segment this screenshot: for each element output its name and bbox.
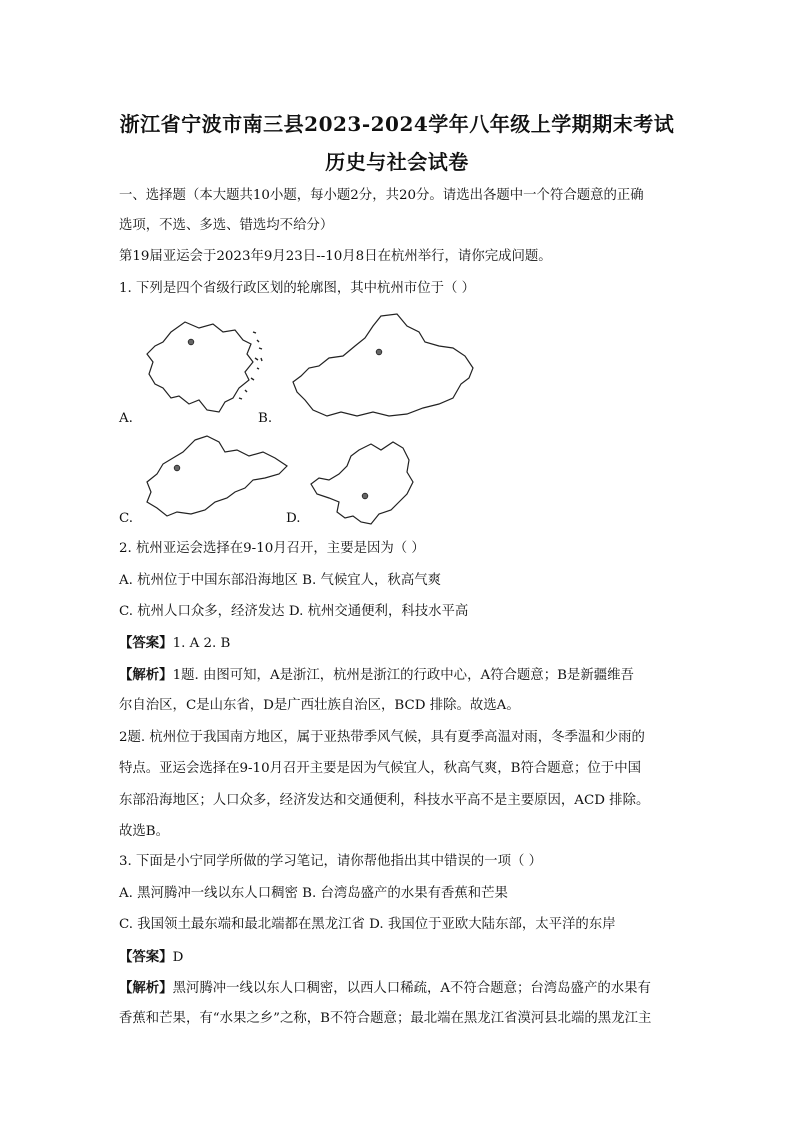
analysis-1-line-4: 特点。亚运会选择在9-10月召开主要是因为气候宜人，秋高气爽，B符合题意；位于中国 [119,761,641,776]
question-3-options-cd: C. 我国领土最东端和最北端都在黑龙江省 D. 我国位于亚欧大陆东部，太平洋的东岸 [119,917,616,932]
analysis-text: 1题. 由图可知，A是浙江，杭州是浙江的行政中心，A符合题意；B是新疆维吾 [172,668,634,683]
question-3-options-ab: A. 黑河腾冲一线以东人口稠密 B. 台湾岛盛产的水果有香蕉和芒果 [119,886,508,901]
section-intro: 第19届亚运会于2023年9月23日--10月8日在杭州举行，请你完成问题。 [119,249,552,264]
analysis-2-line-2: 香蕉和芒果，有“水果之乡”之称，B不符合题意；最北端在黑龙江省漠河县北端的黑龙江主 [119,1011,652,1026]
answer-label: 【答案】 [119,949,173,965]
answer-label: 【答案】 [119,635,173,651]
q1-option-d-label: D. [286,511,301,526]
analysis-block-1 [119,666,679,685]
analysis-1-line-3: 2题. 杭州位于我国南方地区，属于亚热带季风气候，具有夏季高温对雨，冬季温和少雨的 [119,730,645,745]
q1-option-a-label: A. [119,411,133,426]
exam-title: 浙江省宁波市南三县2023-2024学年八年级上学期期末考试 [119,112,675,136]
section-heading-cont: 选项，不选、多选、错选均不给分） [119,218,334,233]
analysis-block-2 [119,979,679,998]
question-2-options-cd: C. 杭州人口众多，经济发达 D. 杭州交通便利，科技水平高 [119,604,469,619]
analysis-label: 【解析】 [119,667,173,683]
answer-text: D [172,950,184,965]
q1-option-b-label: B. [258,411,273,426]
question-2-options-ab: A. 杭州位于中国东部沿海地区 B. 气候宜人，秋高气爽 [119,573,441,588]
outline-map-guangxi [309,438,429,530]
province-outline-figure [119,300,679,530]
outline-map-shandong [141,432,291,518]
analysis-1-line-2: 尔自治区，C是山东省，D是广西壮族自治区，BCD 排除。故选A。 [119,698,520,713]
answer-block-2 [119,948,679,967]
analysis-1-line-6: 故选B。 [119,824,170,839]
analysis-1-line-5: 东部沿海地区；人口众多，经济发达和交通便利，科技水平高不是主要原因，ACD 排除。 [119,793,650,808]
question-3-stem: 3. 下面是小宁同学所做的学习笔记，请你帮他指出其中错误的一项（ ） [119,854,543,869]
outline-map-xinjiang [289,312,479,422]
question-1-stem: 1. 下列是四个省级行政区划的轮廓图，其中杭州市位于（ ） [119,281,476,296]
analysis-label: 【解析】 [119,980,173,996]
outline-map-zhejiang [141,318,271,418]
exam-subtitle: 历史与社会试卷 [325,150,469,174]
q1-option-c-label: C. [119,511,134,526]
section-heading: 一、选择题（本大题共10小题，每小题2分，共20分。请选出各题中一个符合题意的正确 [119,188,644,203]
answer-block-1 [119,634,679,653]
question-2-stem: 2. 杭州亚运会选择在9-10月召开，主要是因为（ ） [119,541,425,556]
analysis-text: 黑河腾冲一线以东人口稠密，以西人口稀疏，A不符合题意；台湾岛盛产的水果有 [172,981,651,996]
answer-text: 1. A 2. B [172,636,231,651]
